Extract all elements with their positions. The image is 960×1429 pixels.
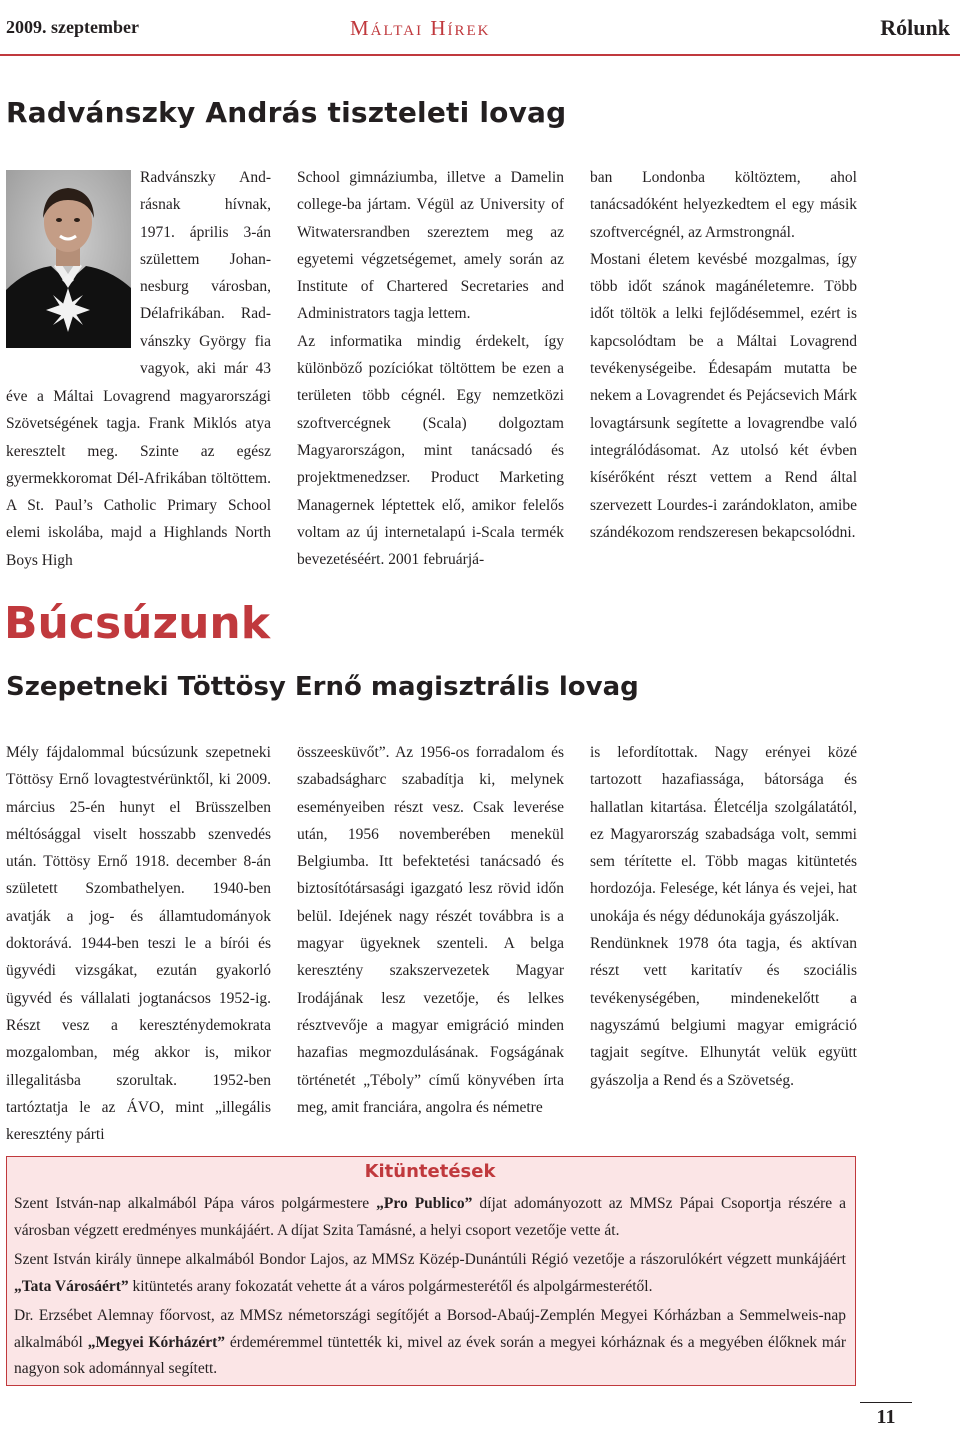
text-line: 1971. április 3-án: [140, 223, 271, 241]
issue-date: 2009. szeptember: [6, 17, 139, 37]
page-number: 11: [876, 1406, 896, 1428]
award-text: Szent István király ünnepe alkalmából Bondor Lajos, az MMSz Közép-Dunántúli Régió vezetője a rászorulókért végzett munkájáért: [14, 1251, 846, 1268]
article1-col1-wrap-lines: [140, 164, 271, 382]
paragraph: Az informatika mindig érdekelt, így különböző pozíciókat töltöttem be ezen a területen több cégnél. Egy nemzetközi szoftvercégnek (Scala) dolgoztam Magyarországon, mint tanácsadó és projektmenedzser. Product Marketing Managernek léptettek elő, amikor felelős voltam az új internetalapú i-Scala termék bevezetéséért. 2001 februárjá-: [297, 332, 564, 569]
paragraph: School gimnáziumba, illetve a Damelin college-ba jártam. Végül az University of Witwatersrandben szereztem meg az egyetemi végzetségemet, amely során az Institute of Chartered Secretaries and Administrators tagja lettem.: [297, 169, 564, 323]
award-name: „Megyei Kórházért”: [87, 1333, 226, 1351]
section-kicker: Búcsúzunk: [4, 598, 270, 649]
paragraph: Mély fájdalommal búcsúzunk szepetneki Töttösy Ernő lovagtestvérünktől, ki 2009. március 25-én hunyt el Brüsszelben méltósággal viselt hosszabb szenvedés után. Töttösy Ernő 1918. december 8-án született Szombathelyen. 1940-ben avatják a jog- és államtudományok doktorává. 1944-ben teszi le a bírói és ügyvédi vizsgákat, ezután gyakorló ügyvéd és vállalati jogtanácsos 1952-ig. Részt vesz a kereszténydemokrata mozgalomban, még akkor is, mikor illegalitásba szorultak. 1952-ben tartóztatja le az ÁVO, mint „illegális keresztény párti: [6, 744, 271, 1144]
text-line: rásnak hívnak,: [140, 196, 271, 214]
award-text: Dr. Erzsébet Alemnay főorvost, az MMSz németországi segítőjét a Borsod-Abaúj-Zemplén Megyei Kórházban a Semmelweis-nap alkalmából: [14, 1307, 846, 1351]
section-name: Rólunk: [880, 15, 950, 40]
article-title: Szepetneki Töttösy Ernő magisztrális lovag: [6, 672, 639, 702]
award-name: „Tata Városáért”: [14, 1277, 129, 1295]
award-text: érdeméremmel tüntették ki, mivel az évek során a megyei kórháznak és a megyében élőknek már nagyon sok adománnyal segített.: [14, 1333, 846, 1377]
paragraph: ban Londonba költöztem, ahol tanácsadóként helyezkedtem el egy másik szoftvercégnél, az Armstrongnál.: [590, 169, 857, 241]
award-text: Szent István-nap alkalmából Pápa város polgármestere: [14, 1195, 377, 1212]
text-line: Radvánszky And-: [140, 169, 271, 186]
award-item: [14, 1247, 846, 1300]
article2-col1: [6, 739, 271, 1148]
article1-col3: [590, 164, 857, 546]
text-line: nesburg városban,: [140, 278, 271, 296]
article1-col1: [6, 383, 271, 574]
article2-col3: [590, 739, 857, 1094]
award-item: [14, 1191, 846, 1244]
header-rule: [0, 54, 960, 56]
text-line: vánszky György fia: [140, 332, 271, 350]
award-item: [14, 1303, 846, 1383]
paragraph: Mostani életem kevésbé mozgalmas, így több időt szánok magánéletemre. Több időt töltök a lelki fejlődésemmel, ezért is kapcsolódtam be a Máltai Lovagrend tevékenységeibe. Édesapám mutatta be nekem a Lovagrendet és Pejácsevich Márk lovagtársunk segítette a lovagrendbe való integrálódásomat. Az utolsó két évben kísérőként részt vettem a Rend által szervezett Lourdes-i zarándoklaton, amibe szándékozom rendszeresen bekapcsolódni.: [590, 250, 857, 541]
article2-col2: [297, 739, 564, 1121]
paragraph: összeesküvőt”. Az 1956-os forradalom és szabadságharc szabadítja ki, melynek eseményeiben részt vesz. Csak leverése után, 1956 novemberében menekül Belgiumba. Itt befektetési tanácsadó és biztosítótársasági igazgató lesz rövid időn belül. Idejének nagy részét továbbra is a magyar ügyeknek szenteli. A belga keresztény szakszervezetek Magyar Irodájának lesz vezetője, és lelkes résztvevője a magyar emigráció minden hazafias megmozdulásának. Fogságának történetét „Tébolyˮ című könyvében írta meg, amit franciára, angolra és németre: [297, 744, 564, 1116]
paragraph: éve a Máltai Lovagrend magyarországi Szövetségének tagja. Frank Miklós atya keresztelt meg. Szinte az egész gyermekkoromat Dél-Afrikában töltöttem. A St. Paul’s Catholic Primary School elemi iskolába, majd a Highlands North Boys High: [6, 388, 271, 569]
text-line: születtem Johan-: [140, 250, 271, 268]
awards-title: Kitüntetések: [364, 1161, 496, 1182]
text-line: vagyok, aki már 43: [140, 360, 271, 378]
publication-name: Máltai Hírek: [350, 16, 491, 40]
page-number-rule: [860, 1402, 912, 1403]
article1-col2: [297, 164, 564, 573]
award-name: „Pro Publico”: [376, 1195, 473, 1212]
award-text: díjat adományozott az MMSz Pápai Csoportja részére a városban végzett eredményes munkájáért. A díjat Szita Tamásné, a helyi csoport vezetője vette át.: [14, 1195, 846, 1239]
paragraph: Rendünknek 1978 óta tagja, és aktívan részt vett karitatív és szociális tevékenységében, mindenekelőtt a nagyszámú belgiumi magyar emigráció tagjait segítve. Elhunytát velük együtt gyászolja a Rend és a Szövetség.: [590, 935, 857, 1089]
text-line: Délafrikában. Rad-: [140, 305, 271, 323]
award-text: kitüntetés arany fokozatát vehette át a város polgármesterétől és alpolgármesterétől.: [128, 1277, 653, 1295]
paragraph: is lefordítottak. Nagy erényei közé tartozott hazafiassága, bátorsága és hallatlan kitartása. Életcélja szolgálatától, ez Magyarország szabadsága volt, semmi sem térítette el. Több magas kitüntetés hordozója. Felesége, két lánya és vejei, hat unokája és négy dédunokája gyászolják.: [590, 744, 857, 925]
article-title: Radvánszky András tiszteleti lovag: [6, 96, 567, 129]
portrait-photo: [6, 170, 131, 348]
